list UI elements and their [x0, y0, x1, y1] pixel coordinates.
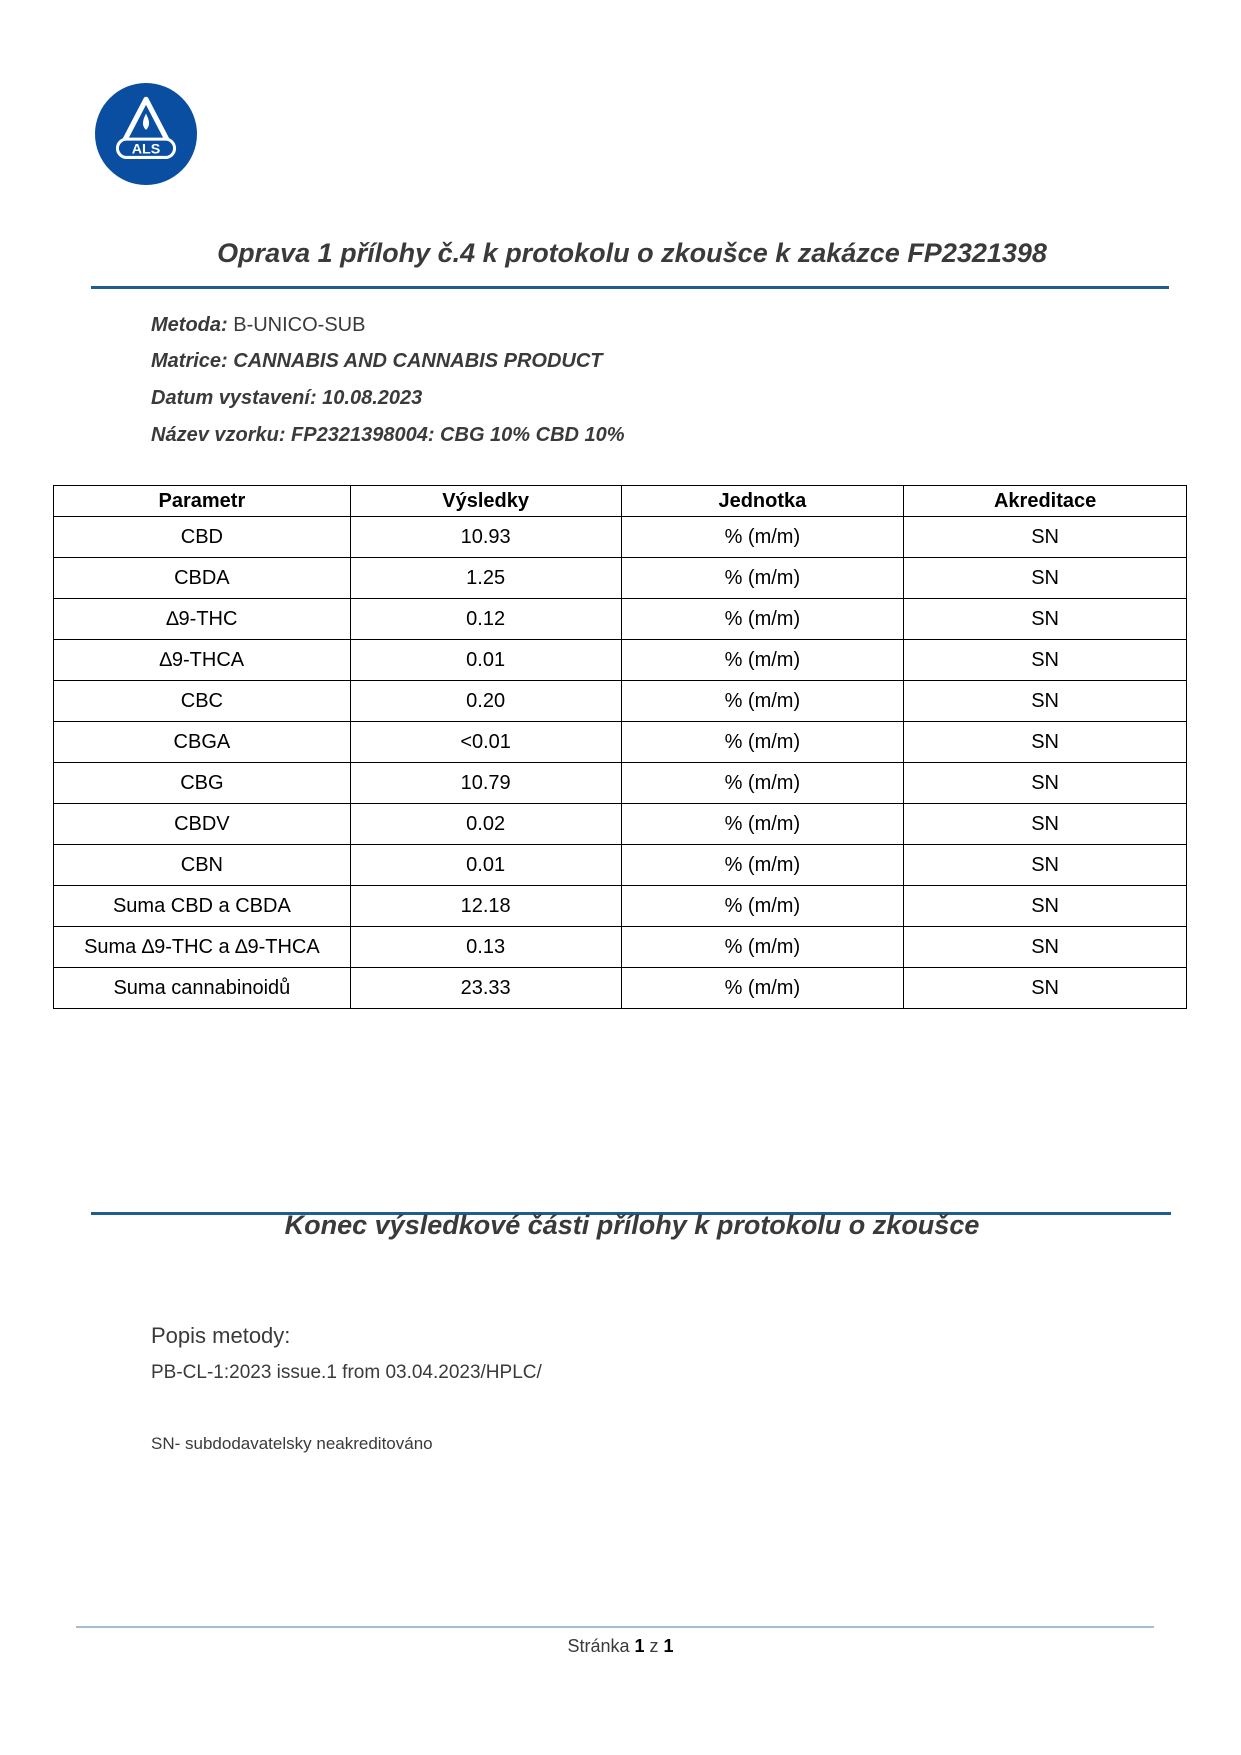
- method-description-label: Popis metody:: [151, 1323, 291, 1348]
- cell-param: ∆9-THCA: [54, 640, 351, 681]
- meta-matrix: [151, 350, 603, 373]
- cell-accreditation: SN: [904, 681, 1187, 722]
- table-row: [54, 845, 1187, 886]
- accreditation-legend: SN- subdodavatelsky neakreditováno: [151, 1434, 433, 1453]
- cell-accreditation: SN: [904, 804, 1187, 845]
- cell-accreditation: SN: [904, 845, 1187, 886]
- document-title: Oprava 1 přílohy č.4 k protokolu o zkoušce k zakázce FP2321398: [217, 238, 1047, 268]
- table-row: [54, 763, 1187, 804]
- cell-unit: % (m/m): [621, 599, 904, 640]
- cell-result: 0.01: [350, 640, 621, 681]
- cell-param: CBC: [54, 681, 351, 722]
- cell-accreditation: SN: [904, 968, 1187, 1009]
- table-row: [54, 517, 1187, 558]
- table-row: [54, 558, 1187, 599]
- cell-result: 12.18: [350, 886, 621, 927]
- table-row: [54, 804, 1187, 845]
- cell-result: 0.01: [350, 845, 621, 886]
- table-header-row: [54, 486, 1187, 517]
- end-of-results-heading: Konec výsledkové části přílohy k protokolu o zkoušce: [284, 1210, 980, 1240]
- page-footer: [0, 1636, 1241, 1657]
- cell-accreditation: SN: [904, 763, 1187, 804]
- table-row: [54, 681, 1187, 722]
- header-jednotka: Jednotka: [621, 486, 904, 517]
- cell-param: Suma cannabinoidů: [54, 968, 351, 1009]
- cell-accreditation: SN: [904, 599, 1187, 640]
- cell-param: Suma CBD a CBDA: [54, 886, 351, 927]
- cell-result: 10.79: [350, 763, 621, 804]
- cell-unit: % (m/m): [621, 886, 904, 927]
- als-logo: [95, 83, 197, 185]
- cell-unit: % (m/m): [621, 763, 904, 804]
- cell-result: 0.20: [350, 681, 621, 722]
- table-row: [54, 968, 1187, 1009]
- meta-sample: [151, 424, 625, 447]
- cell-accreditation: SN: [904, 640, 1187, 681]
- cell-unit: % (m/m): [621, 517, 904, 558]
- cell-accreditation: SN: [904, 722, 1187, 763]
- header-parametr: Parametr: [54, 486, 351, 517]
- cell-unit: % (m/m): [621, 722, 904, 763]
- header-vysledky: Výsledky: [350, 486, 621, 517]
- sample-label: Název vzorku:: [151, 424, 286, 446]
- date-label: Datum vystavení:: [151, 387, 317, 409]
- cell-result: <0.01: [350, 722, 621, 763]
- cell-accreditation: SN: [904, 517, 1187, 558]
- sample-value: FP2321398004: CBG 10% CBD 10%: [285, 424, 625, 446]
- title-divider: [91, 286, 1169, 289]
- cell-unit: % (m/m): [621, 681, 904, 722]
- cell-param: CBGA: [54, 722, 351, 763]
- cell-unit: % (m/m): [621, 640, 904, 681]
- meta-date: [151, 387, 422, 410]
- cell-unit: % (m/m): [621, 845, 904, 886]
- footer-divider: [76, 1626, 1154, 1628]
- cell-param: CBDV: [54, 804, 351, 845]
- meta-method: [151, 314, 365, 337]
- cell-unit: % (m/m): [621, 968, 904, 1009]
- cell-result: 0.02: [350, 804, 621, 845]
- cell-accreditation: SN: [904, 886, 1187, 927]
- footer-page-number: 1: [634, 1636, 645, 1656]
- cell-param: ∆9-THC: [54, 599, 351, 640]
- cell-result: 0.12: [350, 599, 621, 640]
- cell-param: CBG: [54, 763, 351, 804]
- cell-result: 10.93: [350, 517, 621, 558]
- cell-param: CBN: [54, 845, 351, 886]
- table-row: [54, 599, 1187, 640]
- logo-text: ALS: [131, 141, 161, 158]
- cell-accreditation: SN: [904, 927, 1187, 968]
- footer-prefix: Stránka: [567, 1636, 635, 1656]
- table-row: [54, 722, 1187, 763]
- header-akreditace: Akreditace: [904, 486, 1187, 517]
- date-value: 10.08.2023: [316, 387, 423, 409]
- cell-unit: % (m/m): [621, 804, 904, 845]
- footer-page-total: 1: [663, 1636, 674, 1656]
- table-row: [54, 640, 1187, 681]
- cell-param: CBD: [54, 517, 351, 558]
- cell-unit: % (m/m): [621, 558, 904, 599]
- cell-param: CBDA: [54, 558, 351, 599]
- cell-accreditation: SN: [904, 558, 1187, 599]
- cell-param: Suma ∆9-THC a ∆9-THCA: [54, 927, 351, 968]
- footer-separator: z: [644, 1636, 664, 1656]
- results-table: [53, 485, 1187, 1009]
- cell-result: 0.13: [350, 927, 621, 968]
- cell-result: 1.25: [350, 558, 621, 599]
- method-label: Metoda:: [151, 314, 228, 336]
- cell-unit: % (m/m): [621, 927, 904, 968]
- table-row: [54, 927, 1187, 968]
- method-value: B-UNICO-SUB: [227, 314, 366, 336]
- matrix-value: CANNABIS AND CANNABIS PRODUCT: [227, 350, 603, 372]
- matrix-label: Matrice:: [151, 350, 228, 372]
- cell-result: 23.33: [350, 968, 621, 1009]
- method-description-value: PB-CL-1:2023 issue.1 from 03.04.2023/HPLC/: [151, 1362, 542, 1383]
- table-row: [54, 886, 1187, 927]
